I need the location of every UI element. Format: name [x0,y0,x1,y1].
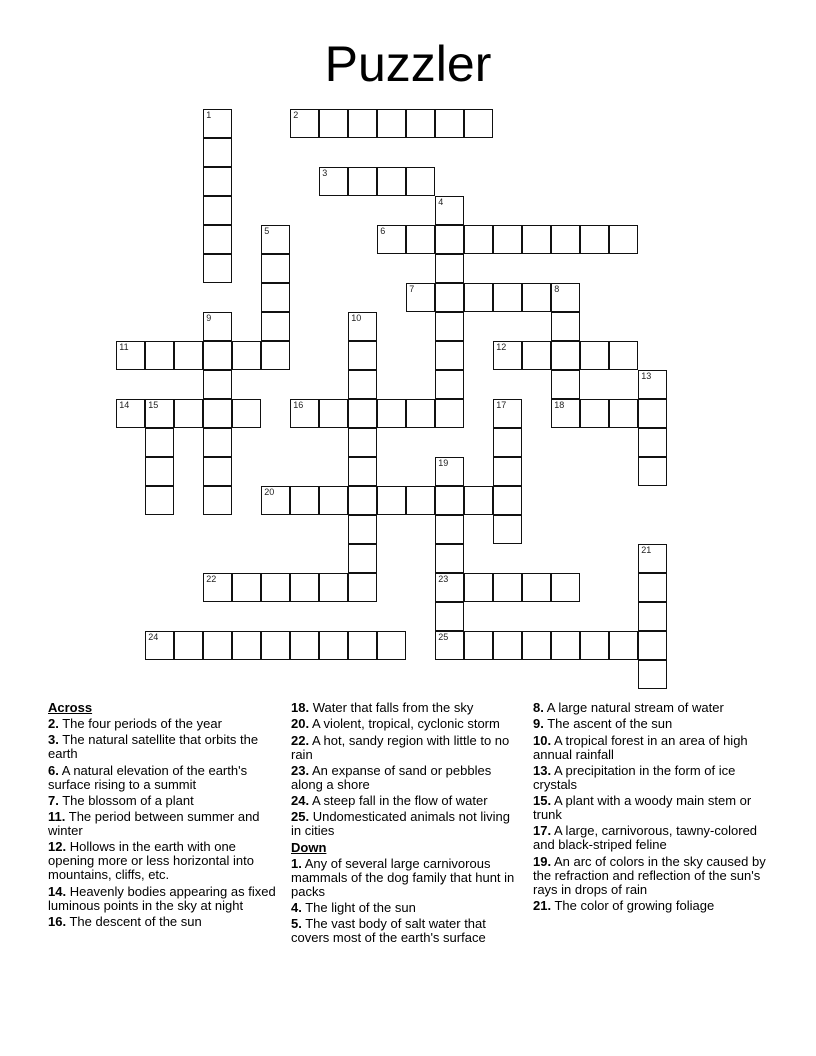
grid-cell[interactable] [580,341,609,370]
grid-cell[interactable] [435,312,464,341]
grid-cell[interactable] [464,631,493,660]
grid-cell[interactable] [435,602,464,631]
grid-cell[interactable] [348,515,377,544]
grid-cell[interactable] [464,283,493,312]
grid-cell[interactable] [232,631,261,660]
grid-cell[interactable] [319,167,348,196]
grid-cell[interactable] [261,341,290,370]
grid-cell[interactable] [348,428,377,457]
grid-cell[interactable] [638,573,667,602]
grid-cell[interactable] [232,341,261,370]
grid-cell[interactable] [464,109,493,138]
grid-cell[interactable] [377,399,406,428]
grid-cell[interactable] [290,109,319,138]
grid-cell[interactable] [580,631,609,660]
grid-cell[interactable] [261,225,290,254]
clue-down-9: 9. The ascent of the sun [533,716,673,732]
puzzle-title: Puzzler [324,36,492,92]
grid-cell[interactable] [435,196,464,225]
grid-cell[interactable] [406,399,435,428]
grid-cell[interactable] [319,109,348,138]
grid-cell[interactable] [493,283,522,312]
clue-across-18: 18. Water that falls from the sky [291,700,474,715]
cell-number: 24 [148,632,159,643]
grid-cell[interactable] [319,573,348,602]
cell-number: 20 [264,487,275,498]
grid-cell[interactable] [319,486,348,515]
grid-cell[interactable] [493,573,522,602]
grid-cell[interactable] [203,399,232,428]
grid-cell[interactable] [522,225,551,254]
cell-number: 19 [438,458,449,469]
clue-down-10: 10. A tropical forest in an area of high annual rainfall [533,732,748,762]
grid-cell[interactable] [464,573,493,602]
grid-cell[interactable] [435,341,464,370]
grid-cell[interactable] [348,486,377,515]
cell-number: 10 [351,313,362,324]
grid-cell[interactable] [290,631,319,660]
clue-across-12: 12. Hollows in the earth with one opening more or less horizontal into mountains, cliffs, etc. [48,839,254,883]
clue-across-16: 16. The descent of the sun [48,914,202,930]
grid-cell[interactable] [203,573,232,602]
grid-cell[interactable] [435,254,464,283]
grid-cell[interactable] [377,631,406,660]
grid-cell[interactable] [435,573,464,602]
grid-cell[interactable] [580,399,609,428]
cell-number: 22 [206,574,217,585]
cell-number: 14 [119,400,130,411]
grid-cell[interactable] [638,457,667,486]
grid-cell[interactable] [638,602,667,631]
clue-down-1: 1. Any of several large carnivorous mammals of the dog family that hunt in packs [291,855,515,899]
grid-cell[interactable] [145,399,174,428]
grid-cell[interactable] [551,225,580,254]
grid-cell[interactable] [145,457,174,486]
cell-number: 6 [380,226,386,237]
grid-cell[interactable] [145,341,174,370]
across-heading: Across [48,700,93,715]
cell-number: 25 [438,632,449,643]
clue-across-6: 6. A natural elevation of the earth's surface rising to a summit [48,762,248,792]
grid-cell[interactable] [377,486,406,515]
grid-cell[interactable] [435,399,464,428]
clue-down-17: 17. A large, carnivorous, tawny-colored and black-striped feline [533,823,758,853]
grid-cell[interactable] [638,631,667,660]
grid-cell[interactable] [203,457,232,486]
grid-cell[interactable] [348,544,377,573]
grid-cell[interactable] [348,341,377,370]
grid-cell[interactable] [232,573,261,602]
clues-column-1 [48,701,278,931]
grid-cell[interactable] [435,486,464,515]
clue-across-14: 14. Heavenly bodies appearing as fixed luminous points in the sky at night [48,883,276,913]
clue-down-13: 13. A precipitation in the form of ice crystals [533,762,736,792]
grid-cell[interactable] [348,167,377,196]
grid-cell[interactable] [348,573,377,602]
cell-number: 3 [322,168,328,179]
grid-cell[interactable] [203,631,232,660]
grid-cell[interactable] [174,399,203,428]
clue-down-5: 5. The vast body of salt water that covers most of the earth's surface [291,916,486,946]
clue-down-19: 19. An arc of colors in the sky caused by the refraction and reflection of the sun's rays in drops of rain [533,853,766,897]
grid-cell[interactable] [406,225,435,254]
grid-cell[interactable] [261,312,290,341]
grid-cell[interactable] [232,399,261,428]
grid-cell[interactable] [290,399,319,428]
grid-cell[interactable] [261,283,290,312]
grid-cell[interactable] [116,341,145,370]
grid-cell[interactable] [406,109,435,138]
grid-cell[interactable] [522,283,551,312]
grid-cell[interactable] [145,428,174,457]
grid-cell[interactable] [348,109,377,138]
grid-cell[interactable] [493,225,522,254]
grid-cell[interactable] [435,631,464,660]
cell-number: 17 [496,400,507,411]
grid-cell[interactable] [435,544,464,573]
grid-cell[interactable] [493,457,522,486]
grid-cell[interactable] [203,370,232,399]
grid-cell[interactable] [609,341,638,370]
cell-number: 9 [206,313,212,324]
cell-number: 16 [293,400,304,411]
grid-cell[interactable] [377,167,406,196]
grid-cell[interactable] [406,486,435,515]
cell-number: 7 [409,284,415,295]
grid-cell[interactable] [203,486,232,515]
grid-cell[interactable] [203,138,232,167]
grid-cell[interactable] [261,254,290,283]
grid-cell[interactable] [580,225,609,254]
grid-cell[interactable] [464,486,493,515]
grid-cell[interactable] [638,370,667,399]
clue-across-20: 20. A violent, tropical, cyclonic storm [291,716,500,732]
grid-cell[interactable] [290,573,319,602]
clue-across-3: 3. The natural satellite that orbits the earth [48,732,259,762]
grid-cell[interactable] [493,631,522,660]
grid-cell[interactable] [638,660,667,689]
grid-cell[interactable] [522,631,551,660]
clue-across-22: 22. A hot, sandy region with little to no rain [291,732,510,762]
clue-across-7: 7. The blossom of a plant [48,792,194,808]
clue-down-4: 4. The light of the sun [291,900,416,916]
grid-cell[interactable] [551,573,580,602]
grid-cell[interactable] [145,486,174,515]
grid-cell[interactable] [261,486,290,515]
clue-across-23: 23. An expanse of sand or pebbles along a shore [291,762,492,792]
grid-cell[interactable] [319,399,348,428]
grid-cell[interactable] [435,109,464,138]
clue-across-25: 25. Undomesticated animals not living in cities [291,809,510,839]
grid-cell[interactable] [464,225,493,254]
cell-number: 13 [641,371,652,382]
grid-cell[interactable] [435,225,464,254]
grid-cell[interactable] [406,167,435,196]
grid-cell[interactable] [493,399,522,428]
grid-cell[interactable] [493,515,522,544]
grid-cell[interactable] [174,341,203,370]
cell-number: 5 [264,226,270,237]
grid-cell[interactable] [551,283,580,312]
grid-cell[interactable] [203,341,232,370]
grid-cell[interactable] [174,631,203,660]
cell-number: 11 [119,342,129,353]
grid-cell[interactable] [203,225,232,254]
grid-cell[interactable] [348,631,377,660]
clues-column-2 [291,701,523,948]
grid-cell[interactable] [261,631,290,660]
cell-number: 8 [554,284,560,295]
grid-cell[interactable] [435,457,464,486]
cell-number: 15 [148,400,159,411]
grid-cell[interactable] [348,312,377,341]
grid-cell[interactable] [638,399,667,428]
grid-cell[interactable] [348,399,377,428]
clue-down-21: 21. The color of growing foliage [533,898,715,914]
grid-cell[interactable] [522,341,551,370]
cell-number: 12 [496,342,507,353]
grid-cell[interactable] [551,341,580,370]
grid-cell[interactable] [348,370,377,399]
grid-cell[interactable] [261,573,290,602]
grid-cell[interactable] [348,457,377,486]
grid-cell[interactable] [638,428,667,457]
crossword-grid [117,110,677,700]
grid-cell[interactable] [406,283,435,312]
cell-number: 4 [438,197,444,208]
cell-number: 18 [554,400,565,411]
grid-cell[interactable] [609,631,638,660]
grid-cell[interactable] [493,341,522,370]
grid-cell[interactable] [435,283,464,312]
cell-number: 23 [438,574,449,585]
grid-cell[interactable] [493,486,522,515]
grid-cell[interactable] [609,225,638,254]
clue-down-15: 15. A plant with a woody main stem or trunk [533,793,752,823]
grid-cell[interactable] [203,109,232,138]
clue-down-8: 8. A large natural stream of water [533,700,724,715]
clue-across-24: 24. A steep fall in the flow of water [291,793,488,809]
grid-cell[interactable] [377,225,406,254]
grid-cell[interactable] [435,515,464,544]
cell-number: 21 [641,545,652,556]
grid-cell[interactable] [203,428,232,457]
cell-number: 1 [206,110,212,121]
grid-cell[interactable] [203,167,232,196]
grid-cell[interactable] [638,544,667,573]
cell-number: 2 [293,110,299,121]
grid-cell[interactable] [551,399,580,428]
grid-cell[interactable] [493,428,522,457]
grid-cell[interactable] [522,573,551,602]
grid-cell[interactable] [551,631,580,660]
grid-cell[interactable] [551,370,580,399]
clue-across-2: 2. The four periods of the year [48,716,222,731]
down-heading: Down [291,839,327,855]
grid-cell[interactable] [145,631,174,660]
grid-cell[interactable] [203,312,232,341]
grid-cell[interactable] [609,399,638,428]
grid-cell[interactable] [551,312,580,341]
grid-cell[interactable] [377,109,406,138]
grid-cell[interactable] [290,486,319,515]
grid-cell[interactable] [116,399,145,428]
grid-cell[interactable] [319,631,348,660]
clues-column-3 [533,701,768,915]
grid-cell[interactable] [203,254,232,283]
clue-across-11: 11. The period between summer and winter [48,809,260,839]
grid-cell[interactable] [435,370,464,399]
grid-cell[interactable] [203,196,232,225]
